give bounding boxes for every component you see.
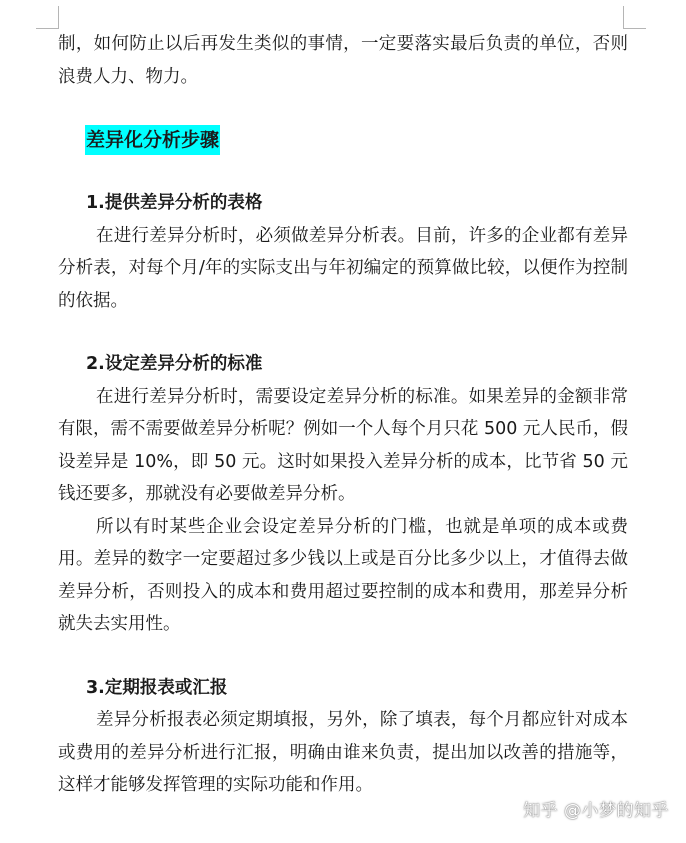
document-body: [58, 28, 628, 802]
page-corner-marker-left: [36, 6, 59, 29]
step-paragraph-3: 差异分析报表必须定期填报，另外，除了填表，每个月都应针对成本或费用的差异分析进行汇报，明确由谁来负责，提出加以改善的措施等，这样才能够发挥管理的实际功能和作用。: [58, 710, 628, 795]
step-heading-2: 2.设定差异分析的标准: [86, 354, 263, 374]
step-paragraph-2b: 所以有时某些企业会设定差异分析的门槛，也就是单项的成本或费用。差异的数字一定要超过多少钱以上或是百分比多少以上，才值得去做差异分析，否则投入的成本和费用超过要控制的成本和费用，那差异分析就失去实用性。: [58, 516, 628, 634]
step-paragraph-2a: 在进行差异分析时，需要设定差异分析的标准。如果差异的金额非常有限，需不需要做差异分析呢？例如一个人每个月只花 500 元人民币，假设差异是 10%，即 50 元。这时如果投入差异分析的成本，比节省 50 元钱还要多，那就没有必要做差异分析。: [58, 386, 628, 504]
step-section-3: [58, 672, 628, 802]
intro-paragraph: 制，如何防止以后再发生类似的事情，一定要落实最后负责的单位，否则浪费人力、物力。: [58, 34, 628, 87]
page-corner-marker-right: [623, 6, 646, 29]
section-title-highlight: 差异化分析步骤: [85, 125, 220, 155]
step-section-1: [58, 187, 628, 317]
step-section-2: [58, 348, 628, 641]
step-heading-1: 1.提供差异分析的表格: [86, 193, 263, 213]
step-heading-3: 3.定期报表或汇报: [86, 677, 228, 698]
section-title: [85, 125, 628, 156]
step-paragraph-1: 在进行差异分析时，必须做差异分析表。目前，许多的企业都有差异分析表，对每个月/年的实际支出与年初编定的预算做比较，以便作为控制的依据。: [58, 225, 628, 311]
watermark-text: 知乎 @小梦的知乎: [523, 801, 669, 821]
